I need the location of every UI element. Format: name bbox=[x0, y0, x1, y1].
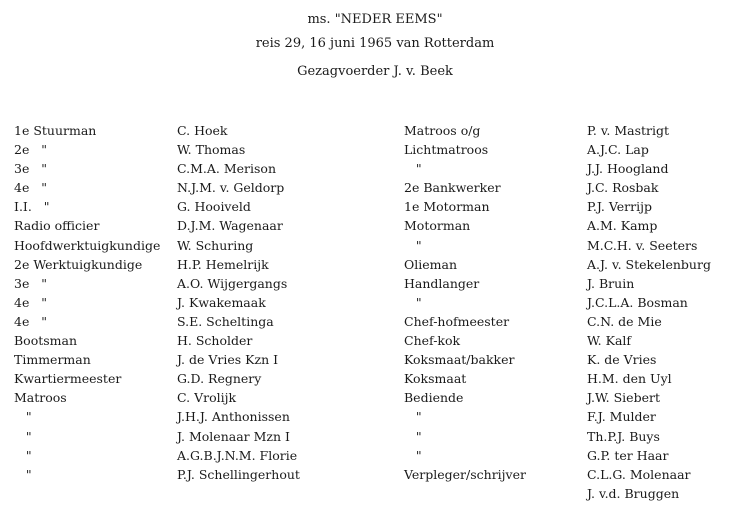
crew-name: G.P. ter Haar bbox=[587, 447, 669, 463]
crew-rank: 4e " bbox=[14, 294, 48, 310]
crew-rank: 1e Stuurman bbox=[14, 123, 97, 138]
crew-rank: " bbox=[14, 409, 32, 425]
crew-name: P.J. Verrijp bbox=[587, 199, 652, 215]
crew-name: J.C. Rosbak bbox=[587, 180, 659, 196]
crew-name: A.O. Wijgergangs bbox=[177, 275, 288, 291]
crew-rank: " bbox=[404, 409, 422, 425]
ship-name: ms. "NEDER EEMS" bbox=[307, 12, 443, 27]
crew-rank: " bbox=[14, 447, 32, 463]
crew-name: G.D. Regnery bbox=[177, 371, 262, 387]
crew-name: J. Kwakemaak bbox=[177, 294, 266, 310]
crew-name: J. de Vries Kzn I bbox=[177, 352, 279, 368]
crew-name: F.J. Mulder bbox=[587, 409, 656, 425]
crew-rank: 2e Bankwerker bbox=[404, 180, 501, 196]
crew-rank: Olieman bbox=[404, 256, 457, 272]
crew-rank: " bbox=[404, 294, 422, 310]
crew-name: G. Hooiveld bbox=[177, 199, 251, 215]
crew-rank: Matroos bbox=[14, 390, 67, 406]
crew-rank: Koksmaat bbox=[404, 371, 467, 387]
crew-name: P. v. Mastrigt bbox=[587, 123, 670, 138]
crew-rank: Timmerman bbox=[14, 352, 91, 368]
crew-name: J. v.d. Bruggen bbox=[587, 485, 680, 501]
crew-name: J. Bruin bbox=[587, 275, 635, 291]
crew-rank: " bbox=[404, 161, 422, 177]
right-ranks-column bbox=[404, 121, 526, 484]
crew-rank: Motorman bbox=[404, 218, 471, 234]
crew-name: C.N. de Mie bbox=[587, 313, 662, 329]
crew-name: N.J.M. v. Geldorp bbox=[177, 180, 285, 196]
crew-rank: Radio officier bbox=[14, 218, 100, 234]
crew-name: A.M. Kamp bbox=[587, 218, 658, 234]
crew-rank: Handlanger bbox=[404, 275, 480, 291]
crew-rank: 4e " bbox=[14, 180, 48, 196]
crew-name: C. Vrolijk bbox=[177, 390, 237, 406]
crew-rank: " bbox=[14, 428, 32, 444]
crew-rank: Chef-hofmeester bbox=[404, 313, 510, 329]
crew-name: C. Hoek bbox=[177, 123, 228, 138]
left-names-column bbox=[177, 121, 300, 484]
crew-name: J.C.L.A. Bosman bbox=[587, 294, 688, 310]
crew-rank: 2e " bbox=[14, 142, 48, 158]
crew-rank: Koksmaat/bakker bbox=[404, 352, 515, 368]
crew-rank: Chef-kok bbox=[404, 333, 461, 349]
crew-name: M.C.H. v. Seeters bbox=[587, 237, 698, 253]
crew-rank: " bbox=[404, 447, 422, 463]
crew-rank: 2e Werktuigkundige bbox=[14, 256, 143, 272]
crew-name: J.J. Hoogland bbox=[587, 161, 669, 177]
crew-rank: 3e " bbox=[14, 161, 48, 177]
crew-rank: " bbox=[404, 237, 422, 253]
crew-rank: Kwartiermeester bbox=[14, 371, 122, 387]
crew-rank: Bootsman bbox=[14, 333, 78, 349]
crew-rank: 1e Motorman bbox=[404, 199, 490, 215]
crew-rank: " bbox=[404, 428, 422, 444]
crew-name: K. de Vries bbox=[587, 352, 657, 368]
voyage-line: reis 29, 16 juni 1965 van Rotterdam bbox=[255, 36, 495, 51]
crew-name: S.E. Scheltinga bbox=[177, 313, 274, 329]
crew-name: W. Schuring bbox=[177, 237, 254, 253]
crew-rank: 3e " bbox=[14, 275, 48, 291]
crew-rank: Bediende bbox=[404, 390, 464, 406]
captain-line: Gezagvoerder J. v. Beek bbox=[297, 64, 453, 79]
crew-name: C.M.A. Merison bbox=[177, 161, 276, 177]
crew-rank: Verpleger/schrijver bbox=[404, 466, 526, 482]
crew-rank: Lichtmatroos bbox=[404, 142, 489, 158]
crew-rank: I.I. " bbox=[14, 199, 50, 215]
crew-name: H.M. den Uyl bbox=[587, 371, 672, 387]
crew-name: Th.P.J. Buys bbox=[587, 428, 660, 444]
crew-rank: Matroos o/g bbox=[404, 123, 481, 138]
crew-name: H. Scholder bbox=[177, 333, 253, 349]
crew-name: A.J.C. Lap bbox=[587, 142, 649, 158]
crew-name: A.G.B.J.N.M. Florie bbox=[177, 447, 298, 463]
crew-name: H.P. Hemelrijk bbox=[177, 256, 269, 272]
crew-rank: 4e " bbox=[14, 313, 48, 329]
crew-name: W. Thomas bbox=[177, 142, 246, 158]
crew-rank: Hoofdwerktuigkundige bbox=[14, 237, 161, 253]
right-names-column bbox=[587, 121, 711, 503]
crew-rank: " bbox=[14, 466, 32, 482]
crew-name: J.W. Siebert bbox=[587, 390, 660, 406]
crew-name: C.L.G. Molenaar bbox=[587, 466, 691, 482]
crew-name: A.J. v. Stekelenburg bbox=[587, 256, 711, 272]
crew-name: D.J.M. Wagenaar bbox=[177, 218, 283, 234]
crew-name: J. Molenaar Mzn I bbox=[177, 428, 290, 444]
left-ranks-column bbox=[14, 121, 160, 484]
crew-name: J.H.J. Anthonissen bbox=[177, 409, 290, 425]
crew-name: W. Kalf bbox=[587, 333, 632, 349]
crew-name: P.J. Schellingerhout bbox=[177, 466, 300, 482]
